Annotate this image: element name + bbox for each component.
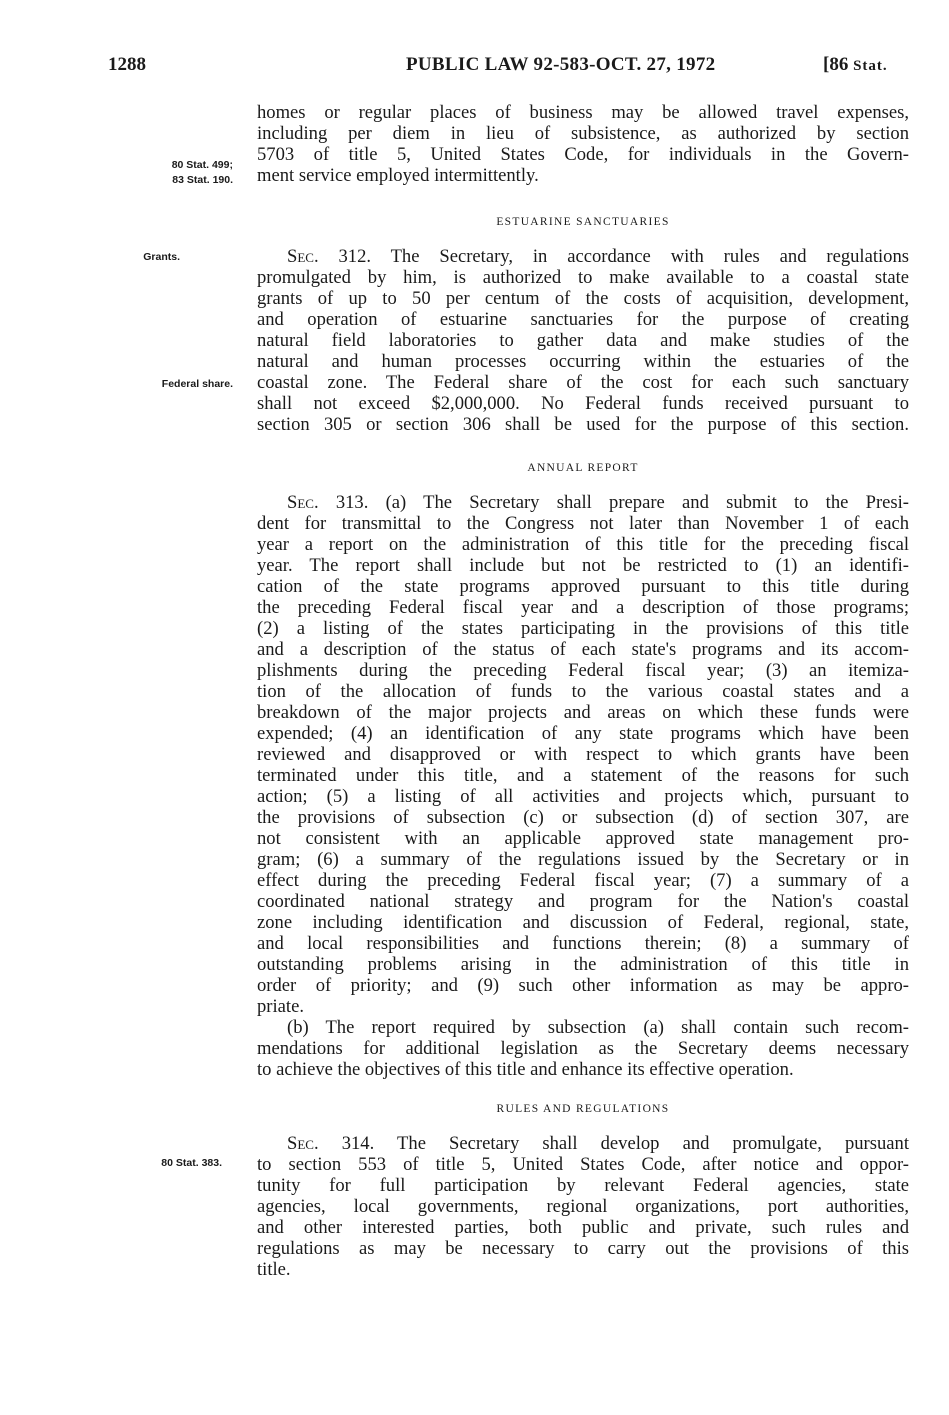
text-line: priate. <box>257 996 304 1017</box>
text-line: and local responsibilities and functions therein; (8) a summary of <box>257 933 909 954</box>
margin-note-stat-190: 83 Stat. 190. <box>172 174 233 186</box>
text-line: to achieve the objectives of this title and enhance its effective operation. <box>257 1059 794 1080</box>
text-line: to section 553 of title 5, United States Code, after notice and oppor- <box>257 1154 909 1175</box>
text-line: and a description of the status of each state's programs and its accom- <box>257 639 909 660</box>
text-line: promulgated by him, is authorized to make available to a coastal state <box>257 267 909 288</box>
text-line: regulations as may be necessary to carry out the provisions of this <box>257 1238 909 1259</box>
text-line: order of priority; and (9) such other information as may be appro- <box>257 975 909 996</box>
text-line: reviewed and disapproved or with respect to which grants have been <box>257 744 909 765</box>
text-line: coastal zone. The Federal share of the cost for each such sanctuary <box>257 372 909 393</box>
text-line: dent for transmittal to the Congress not later than November 1 of each <box>257 513 909 534</box>
intro-paragraph <box>257 102 909 186</box>
section-313 <box>257 492 909 1080</box>
text-line: title. <box>257 1259 291 1280</box>
section-heading-annual-report: ANNUAL REPORT <box>527 462 639 474</box>
text-line: action; (5) a listing of all activities and projects which, pursuant to <box>257 786 909 807</box>
text-line: the provisions of subsection (c) or subsection (d) of section 307, are <box>257 807 909 828</box>
text-line <box>257 246 909 267</box>
text-line: year. The report shall include but not be restricted to (1) an identifi- <box>257 555 909 576</box>
text-line: zone including identification and discussion of Federal, regional, state, <box>257 912 909 933</box>
text-line: terminated under this title, and a statement of the reasons for such <box>257 765 909 786</box>
text-fragment: The Secretary shall develop and promulgate, pursuant <box>374 1133 910 1154</box>
text-line: tunity for full participation by relevant Federal agencies, state <box>257 1175 909 1196</box>
text-line: year a report on the administration of this title for the preceding fiscal <box>257 534 909 555</box>
text-line: mendations for additional legislation as the Secretary deems necessary <box>257 1038 909 1059</box>
text-line: grants of up to 50 per centum of the costs of acquisition, development, <box>257 288 909 309</box>
section-label: Sec. 313. <box>287 492 369 513</box>
text-line: agencies, local governments, regional organizations, port authorities, <box>257 1196 909 1217</box>
text-line: gram; (6) a summary of the regulations issued by the Secretary or in <box>257 849 909 870</box>
text-line: the preceding Federal fiscal year and a description of those programs; <box>257 597 909 618</box>
running-title: PUBLIC LAW 92-583-OCT. 27, 1972 <box>406 54 716 75</box>
page-header <box>0 54 949 84</box>
section-heading-rules-and-regulations: RULES AND REGULATIONS <box>496 1103 670 1115</box>
text-line: and other interested parties, both public and private, such rules and <box>257 1217 909 1238</box>
margin-note-stat-383: 80 Stat. 383. <box>161 1157 222 1169</box>
text-line: including per diem in lieu of subsistence, as authorized by section <box>257 123 909 144</box>
text-line: expended; (4) an identification of any state programs which have been <box>257 723 909 744</box>
section-heading-estuarine-sanctuaries: ESTUARINE SANCTUARIES <box>496 216 670 228</box>
text-line: coordinated national strategy and program for the Nation's coastal <box>257 891 909 912</box>
text-line <box>257 492 909 513</box>
text-line: not consistent with an applicable approved state management pro- <box>257 828 909 849</box>
text-fragment: The Secretary, in accordance with rules and regulations <box>371 246 909 267</box>
margin-note-grants: Grants. <box>143 251 180 263</box>
text-line: effect during the preceding Federal fiscal year; (7) a summary of a <box>257 870 909 891</box>
page-number: 1288 <box>108 54 146 75</box>
section-label: Sec. 314. <box>287 1133 375 1154</box>
text-line <box>257 1133 909 1154</box>
text-line: ment service employed intermittently. <box>257 165 539 186</box>
margin-note-federal-share: Federal share. <box>161 378 233 390</box>
text-fragment: (a) The Secretary shall prepare and submit to the Presi- <box>368 492 909 513</box>
margin-note-stat-499: 80 Stat. 499; <box>171 159 233 171</box>
margin-note-stat-refs <box>100 158 233 188</box>
text-line: breakdown of the major projects and areas on which these funds were <box>257 702 909 723</box>
text-line: tion of the allocation of funds to the various coastal states and a <box>257 681 909 702</box>
text-line: (b) The report required by subsection (a) shall contain such recom- <box>287 1017 909 1038</box>
volume-prefix: [86 <box>823 54 854 75</box>
section-314 <box>257 1133 909 1280</box>
text-line: shall not exceed $2,000,000. No Federal funds received pursuant to <box>257 393 909 414</box>
volume-suffix: Stat. <box>853 58 888 74</box>
text-line: natural and human processes occurring within the estuaries of the <box>257 351 909 372</box>
text-line: cation of the state programs approved pursuant to this title during <box>257 576 909 597</box>
text-line: plishments during the preceding Federal fiscal year; (3) an itemiza- <box>257 660 909 681</box>
text-line: natural field laboratories to gather data and make studies of the <box>257 330 909 351</box>
text-line: section 305 or section 306 shall be used for the purpose of this section. <box>257 414 909 435</box>
text-line: 5703 of title 5, United States Code, for individuals in the Govern- <box>257 144 909 165</box>
text-line: and operation of estuarine sanctuaries for the purpose of creating <box>257 309 909 330</box>
volume-reference <box>823 54 888 76</box>
section-312 <box>257 246 909 435</box>
section-label: Sec. 312. <box>287 246 372 267</box>
text-line: homes or regular places of business may be allowed travel expenses, <box>257 102 909 123</box>
text-line: (2) a listing of the states participating in the provisions of this title <box>257 618 909 639</box>
text-line: outstanding problems arising in the administration of this title in <box>257 954 909 975</box>
